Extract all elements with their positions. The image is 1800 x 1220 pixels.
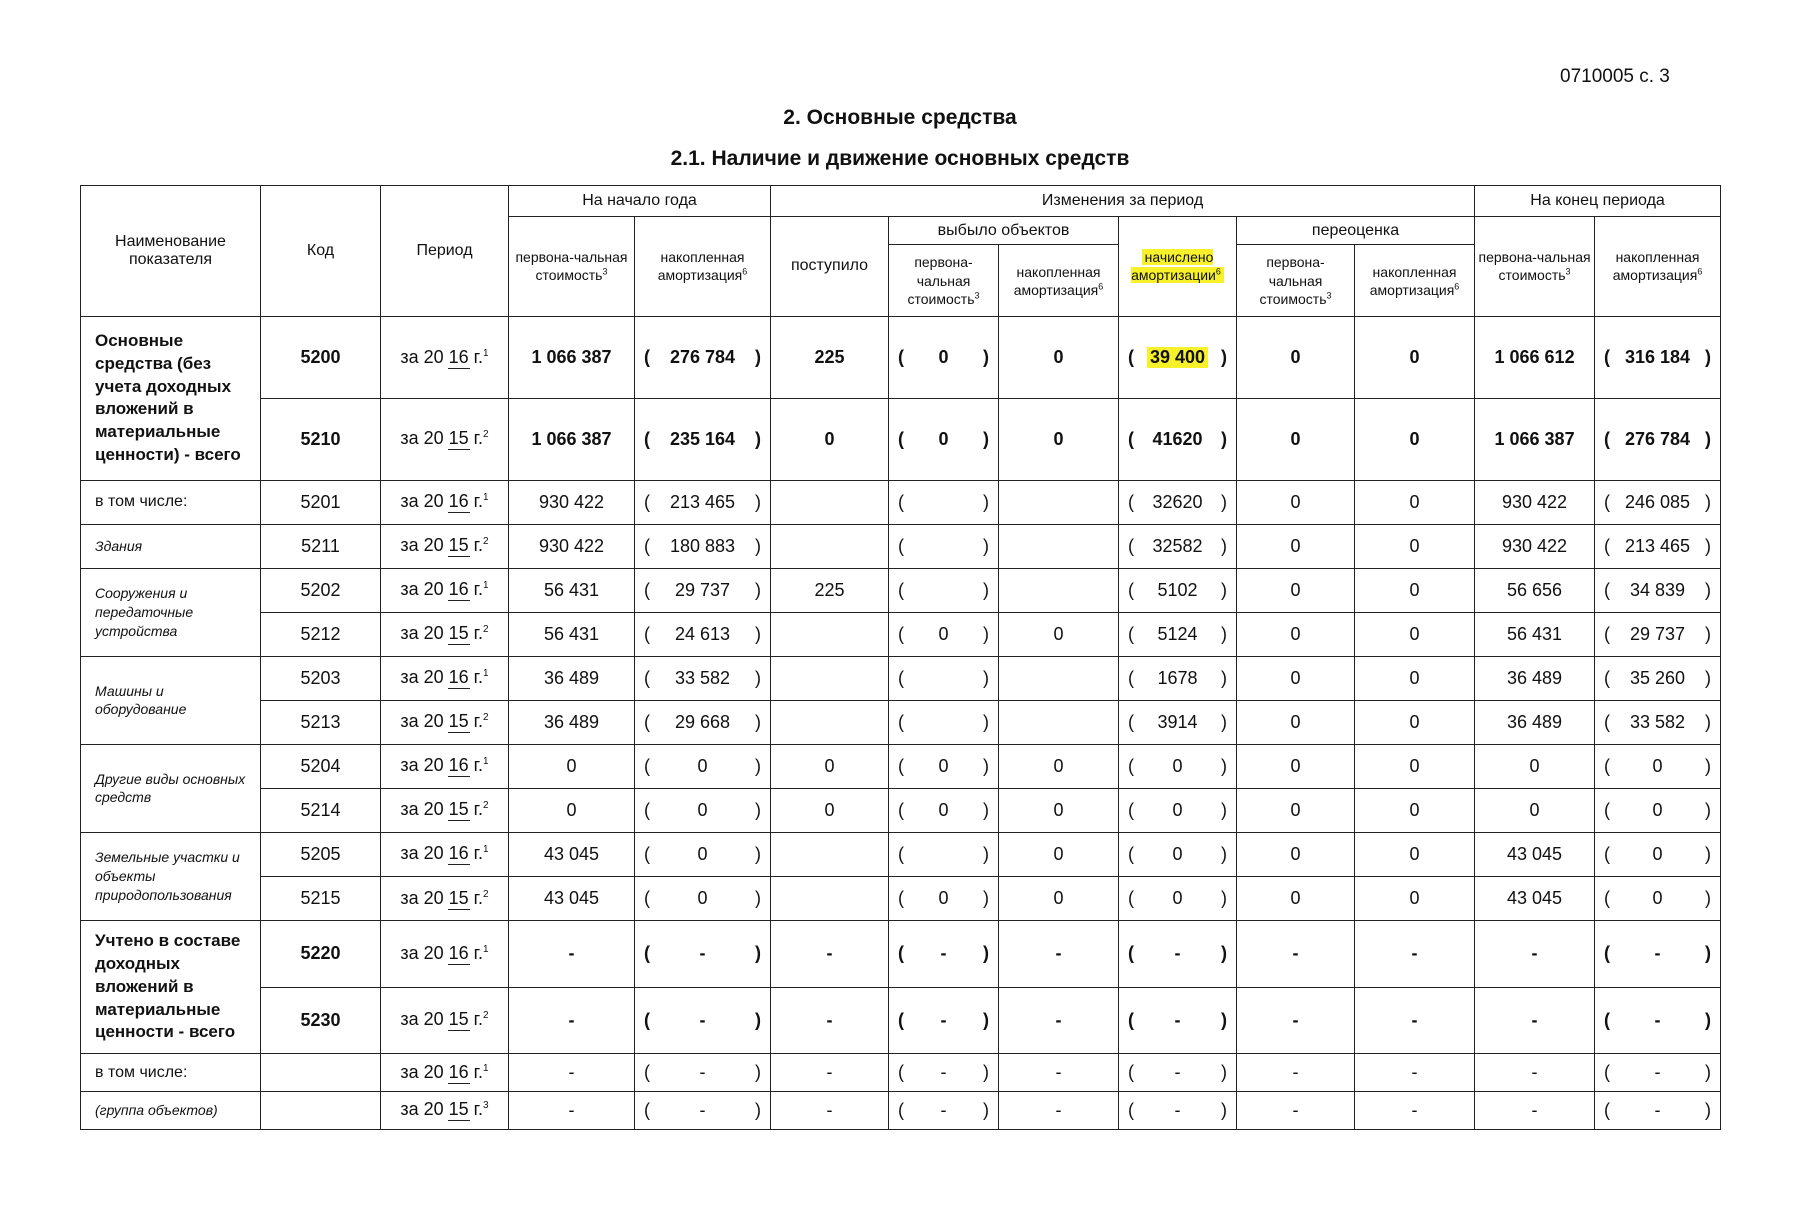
table-row (81, 921, 1721, 988)
cell-c5 (999, 656, 1119, 700)
fixed-assets-table (80, 185, 1721, 1130)
cell-c3 (771, 832, 889, 876)
cell-c9: 1 066 387 (1475, 398, 1595, 480)
row-name: Машины и оборудование (81, 656, 261, 744)
cell-c4: ( ) (889, 656, 999, 700)
cell-c1: 36 489 (509, 700, 635, 744)
row-period: за 20 15 г.$^2$ (381, 398, 509, 480)
cell-c1: 56 431 (509, 568, 635, 612)
cell-c10: ( - ) (1595, 921, 1721, 988)
cell-c3 (771, 700, 889, 744)
row-period: за 20 16 г.$^1$ (381, 568, 509, 612)
cell-c7: - (1237, 921, 1355, 988)
table-row (81, 832, 1721, 876)
table-body (81, 317, 1721, 1130)
row-code: 5210 (261, 398, 381, 480)
cell-c2: ( 0 ) (635, 788, 771, 832)
table-row (81, 788, 1721, 832)
header-end-initial-cost: первона-чальная стоимость$^3$ (1475, 216, 1595, 316)
cell-c1: - (509, 987, 635, 1054)
header-name: Наименование показателя (81, 186, 261, 317)
cell-c8: 0 (1355, 832, 1475, 876)
row-period: за 20 16 г.$^1$ (381, 1054, 509, 1092)
cell-c9: - (1475, 1054, 1595, 1092)
cell-c1: 0 (509, 788, 635, 832)
row-period: за 20 16 г.$^1$ (381, 317, 509, 399)
row-code (261, 1054, 381, 1092)
header-start-accum-amort: накопленная амортизация$^6$ (635, 216, 771, 316)
header-accrued-amort: начислено амортизации$^6$ (1119, 216, 1237, 316)
cell-c6: ( - ) (1119, 921, 1237, 988)
header-code: Код (261, 186, 381, 317)
cell-c6: ( 0 ) (1119, 744, 1237, 788)
cell-c1: 43 045 (509, 877, 635, 921)
cell-c8: 0 (1355, 398, 1475, 480)
cell-c6: ( - ) (1119, 1054, 1237, 1092)
cell-c9: 56 656 (1475, 568, 1595, 612)
table-row (81, 744, 1721, 788)
cell-c7: 0 (1237, 568, 1355, 612)
cell-c8: - (1355, 987, 1475, 1054)
cell-c2: ( 29 668 ) (635, 700, 771, 744)
cell-c5: 0 (999, 877, 1119, 921)
cell-c5: - (999, 1091, 1119, 1129)
cell-c3: - (771, 1054, 889, 1092)
cell-c4: ( 0 ) (889, 788, 999, 832)
cell-c6: ( 5102 ) (1119, 568, 1237, 612)
cell-c7: 0 (1237, 524, 1355, 568)
header-changes-group: Изменения за период (771, 186, 1475, 217)
cell-c10: ( - ) (1595, 1091, 1721, 1129)
cell-c10: ( 0 ) (1595, 744, 1721, 788)
cell-c5: 0 (999, 612, 1119, 656)
cell-c6: ( 5124 ) (1119, 612, 1237, 656)
row-code (261, 1091, 381, 1129)
row-period: за 20 15 г.$^2$ (381, 612, 509, 656)
cell-c9: - (1475, 921, 1595, 988)
cell-c6: ( 39 400 ) (1119, 317, 1237, 399)
cell-c5: 0 (999, 832, 1119, 876)
cell-c2: ( - ) (635, 1091, 771, 1129)
cell-c7: - (1237, 987, 1355, 1054)
cell-c1: - (509, 921, 635, 988)
cell-c6: ( 0 ) (1119, 788, 1237, 832)
cell-c2: ( 0 ) (635, 832, 771, 876)
cell-c8: 0 (1355, 480, 1475, 524)
cell-c8: - (1355, 1091, 1475, 1129)
cell-c2: ( 213 465 ) (635, 480, 771, 524)
section-title: 2.1. Наличие и движение основных средств (670, 147, 1130, 170)
header-start-group: На начало года (509, 186, 771, 217)
cell-c10: ( 276 784 ) (1595, 398, 1721, 480)
cell-c5: 0 (999, 317, 1119, 399)
cell-c10: ( 33 582 ) (1595, 700, 1721, 744)
row-period: за 20 15 г.$^2$ (381, 877, 509, 921)
table-row (81, 700, 1721, 744)
cell-c1: 1 066 387 (509, 398, 635, 480)
cell-c8: 0 (1355, 877, 1475, 921)
row-code: 5205 (261, 832, 381, 876)
cell-c4: ( ) (889, 568, 999, 612)
cell-c7: 0 (1237, 317, 1355, 399)
cell-c3 (771, 480, 889, 524)
table-row (81, 1091, 1721, 1129)
row-period: за 20 15 г.$^2$ (381, 788, 509, 832)
cell-c5: - (999, 987, 1119, 1054)
cell-c9: 43 045 (1475, 832, 1595, 876)
cell-c2: ( 33 582 ) (635, 656, 771, 700)
table-row (81, 612, 1721, 656)
cell-c5 (999, 524, 1119, 568)
cell-c1: - (509, 1054, 635, 1092)
table-row (81, 656, 1721, 700)
cell-c10: ( 29 737 ) (1595, 612, 1721, 656)
cell-c4: ( 0 ) (889, 744, 999, 788)
cell-c9: 1 066 612 (1475, 317, 1595, 399)
cell-c1: 43 045 (509, 832, 635, 876)
row-period: за 20 16 г.$^1$ (381, 921, 509, 988)
row-name: Здания (81, 524, 261, 568)
cell-c5: 0 (999, 788, 1119, 832)
row-code: 5203 (261, 656, 381, 700)
row-code: 5200 (261, 317, 381, 399)
cell-c6: ( 0 ) (1119, 832, 1237, 876)
cell-c8: 0 (1355, 788, 1475, 832)
cell-c5: 0 (999, 744, 1119, 788)
cell-c2: ( 276 784 ) (635, 317, 771, 399)
cell-c10: ( 213 465 ) (1595, 524, 1721, 568)
cell-c4: ( - ) (889, 1091, 999, 1129)
table-row (81, 1054, 1721, 1092)
header-end-accum-amort: накопленная амортизация$^6$ (1595, 216, 1721, 316)
header-end-group: На конец периода (1475, 186, 1721, 217)
cell-c6: ( 32620 ) (1119, 480, 1237, 524)
row-period: за 20 16 г.$^1$ (381, 832, 509, 876)
cell-c3: - (771, 987, 889, 1054)
cell-c7: 0 (1237, 612, 1355, 656)
cell-c9: 930 422 (1475, 480, 1595, 524)
header-reval-initial-cost: первона-чальная стоимость$^3$ (1237, 245, 1355, 317)
row-period: за 20 15 г.$^2$ (381, 987, 509, 1054)
header-start-initial-cost: первона-чальная стоимость$^3$ (509, 216, 635, 316)
cell-c7: 0 (1237, 480, 1355, 524)
table-row (81, 568, 1721, 612)
form-code: 0710005 с. 3 (1560, 66, 1670, 87)
cell-c10: ( 0 ) (1595, 832, 1721, 876)
page-title: 2. Основные средства (783, 106, 1017, 129)
cell-c3: 225 (771, 568, 889, 612)
cell-c4: ( - ) (889, 987, 999, 1054)
cell-c3: 0 (771, 744, 889, 788)
cell-c5: - (999, 1054, 1119, 1092)
cell-c7: 0 (1237, 398, 1355, 480)
row-code: 5211 (261, 524, 381, 568)
cell-c6: ( 3914 ) (1119, 700, 1237, 744)
cell-c2: ( - ) (635, 987, 771, 1054)
cell-c5 (999, 700, 1119, 744)
table-row (81, 877, 1721, 921)
cell-c9: - (1475, 987, 1595, 1054)
cell-c8: - (1355, 1054, 1475, 1092)
cell-c8: 0 (1355, 612, 1475, 656)
cell-c4: ( ) (889, 480, 999, 524)
cell-c3: - (771, 921, 889, 988)
cell-c9: - (1475, 1091, 1595, 1129)
row-period: за 20 16 г.$^1$ (381, 656, 509, 700)
row-code: 5214 (261, 788, 381, 832)
header-reval-accum-amort: накопленная амортизация$^6$ (1355, 245, 1475, 317)
cell-c2: ( - ) (635, 1054, 771, 1092)
cell-c2: ( 0 ) (635, 877, 771, 921)
row-period: за 20 15 г.$^3$ (381, 1091, 509, 1129)
cell-c4: ( ) (889, 524, 999, 568)
table-row (81, 480, 1721, 524)
row-period: за 20 16 г.$^1$ (381, 480, 509, 524)
row-code: 5230 (261, 987, 381, 1054)
cell-c8: - (1355, 921, 1475, 988)
cell-c4: ( - ) (889, 1054, 999, 1092)
cell-c8: 0 (1355, 744, 1475, 788)
table-row (81, 987, 1721, 1054)
cell-c1: 1 066 387 (509, 317, 635, 399)
table-row (81, 398, 1721, 480)
cell-c7: 0 (1237, 832, 1355, 876)
cell-c7: 0 (1237, 656, 1355, 700)
cell-c7: - (1237, 1091, 1355, 1129)
cell-c7: 0 (1237, 877, 1355, 921)
cell-c1: - (509, 1091, 635, 1129)
cell-c4: ( ) (889, 700, 999, 744)
cell-c5: 0 (999, 398, 1119, 480)
header-period: Период (381, 186, 509, 317)
cell-c9: 36 489 (1475, 656, 1595, 700)
cell-c10: ( 0 ) (1595, 788, 1721, 832)
cell-c10: ( - ) (1595, 1054, 1721, 1092)
row-period: за 20 15 г.$^2$ (381, 524, 509, 568)
cell-c1: 930 422 (509, 524, 635, 568)
cell-c3: 0 (771, 788, 889, 832)
cell-c6: ( 0 ) (1119, 877, 1237, 921)
cell-c5: - (999, 921, 1119, 988)
row-name: (группа объектов) (81, 1091, 261, 1129)
row-code: 5202 (261, 568, 381, 612)
cell-c1: 56 431 (509, 612, 635, 656)
cell-c2: ( 29 737 ) (635, 568, 771, 612)
cell-c3: - (771, 1091, 889, 1129)
row-name: Другие виды основных средств (81, 744, 261, 832)
cell-c7: 0 (1237, 700, 1355, 744)
cell-c6: ( 41620 ) (1119, 398, 1237, 480)
cell-c6: ( - ) (1119, 987, 1237, 1054)
cell-c3: 0 (771, 398, 889, 480)
cell-c7: 0 (1237, 744, 1355, 788)
cell-c3 (771, 524, 889, 568)
row-code: 5220 (261, 921, 381, 988)
cell-c10: ( 246 085 ) (1595, 480, 1721, 524)
cell-c5 (999, 568, 1119, 612)
cell-c6: ( - ) (1119, 1091, 1237, 1129)
cell-c7: - (1237, 1054, 1355, 1092)
cell-c8: 0 (1355, 524, 1475, 568)
row-name: Основные средства (без учета доходных вложений в материальные ценности) - всего (81, 317, 261, 481)
cell-c10: ( 35 260 ) (1595, 656, 1721, 700)
row-period: за 20 16 г.$^1$ (381, 744, 509, 788)
row-name: в том числе: (81, 1054, 261, 1092)
cell-c10: ( 316 184 ) (1595, 317, 1721, 399)
header-retired-initial-cost: первона-чальная стоимость$^3$ (889, 245, 999, 317)
cell-c2: ( 235 164 ) (635, 398, 771, 480)
cell-c9: 0 (1475, 744, 1595, 788)
cell-c4: ( 0 ) (889, 612, 999, 656)
cell-c2: ( 24 613 ) (635, 612, 771, 656)
header-retired-group: выбыло объектов (889, 216, 1119, 245)
header-revaluation-group: переоценка (1237, 216, 1475, 245)
row-code: 5212 (261, 612, 381, 656)
cell-c3 (771, 656, 889, 700)
cell-c9: 930 422 (1475, 524, 1595, 568)
cell-c5 (999, 480, 1119, 524)
cell-c3 (771, 612, 889, 656)
row-name: Учтено в составе доходных вложений в материальные ценности - всего (81, 921, 261, 1054)
row-period: за 20 15 г.$^2$ (381, 700, 509, 744)
header-retired-accum-amort: накопленная амортизация$^6$ (999, 245, 1119, 317)
cell-c8: 0 (1355, 568, 1475, 612)
cell-c10: ( 34 839 ) (1595, 568, 1721, 612)
table-row (81, 317, 1721, 399)
header-row-1 (81, 186, 1721, 217)
cell-c3: 225 (771, 317, 889, 399)
row-code: 5201 (261, 480, 381, 524)
cell-c4: ( 0 ) (889, 398, 999, 480)
cell-c4: ( ) (889, 832, 999, 876)
cell-c4: ( - ) (889, 921, 999, 988)
cell-c2: ( 0 ) (635, 744, 771, 788)
cell-c9: 56 431 (1475, 612, 1595, 656)
cell-c4: ( 0 ) (889, 317, 999, 399)
table-row (81, 524, 1721, 568)
cell-c1: 0 (509, 744, 635, 788)
row-code: 5213 (261, 700, 381, 744)
cell-c2: ( 180 883 ) (635, 524, 771, 568)
row-name: Земельные участки и объекты природопользования (81, 832, 261, 920)
cell-c9: 43 045 (1475, 877, 1595, 921)
cell-c8: 0 (1355, 317, 1475, 399)
cell-c8: 0 (1355, 656, 1475, 700)
cell-c7: 0 (1237, 788, 1355, 832)
cell-c1: 36 489 (509, 656, 635, 700)
row-name: Сооружения и передаточные устройства (81, 568, 261, 656)
cell-c9: 0 (1475, 788, 1595, 832)
row-code: 5204 (261, 744, 381, 788)
cell-c3 (771, 877, 889, 921)
cell-c10: ( - ) (1595, 987, 1721, 1054)
cell-c9: 36 489 (1475, 700, 1595, 744)
cell-c4: ( 0 ) (889, 877, 999, 921)
row-code: 5215 (261, 877, 381, 921)
cell-c8: 0 (1355, 700, 1475, 744)
cell-c6: ( 32582 ) (1119, 524, 1237, 568)
header-received: поступило (771, 216, 889, 316)
cell-c6: ( 1678 ) (1119, 656, 1237, 700)
row-name: в том числе: (81, 480, 261, 524)
cell-c2: ( - ) (635, 921, 771, 988)
cell-c1: 930 422 (509, 480, 635, 524)
cell-c10: ( 0 ) (1595, 877, 1721, 921)
